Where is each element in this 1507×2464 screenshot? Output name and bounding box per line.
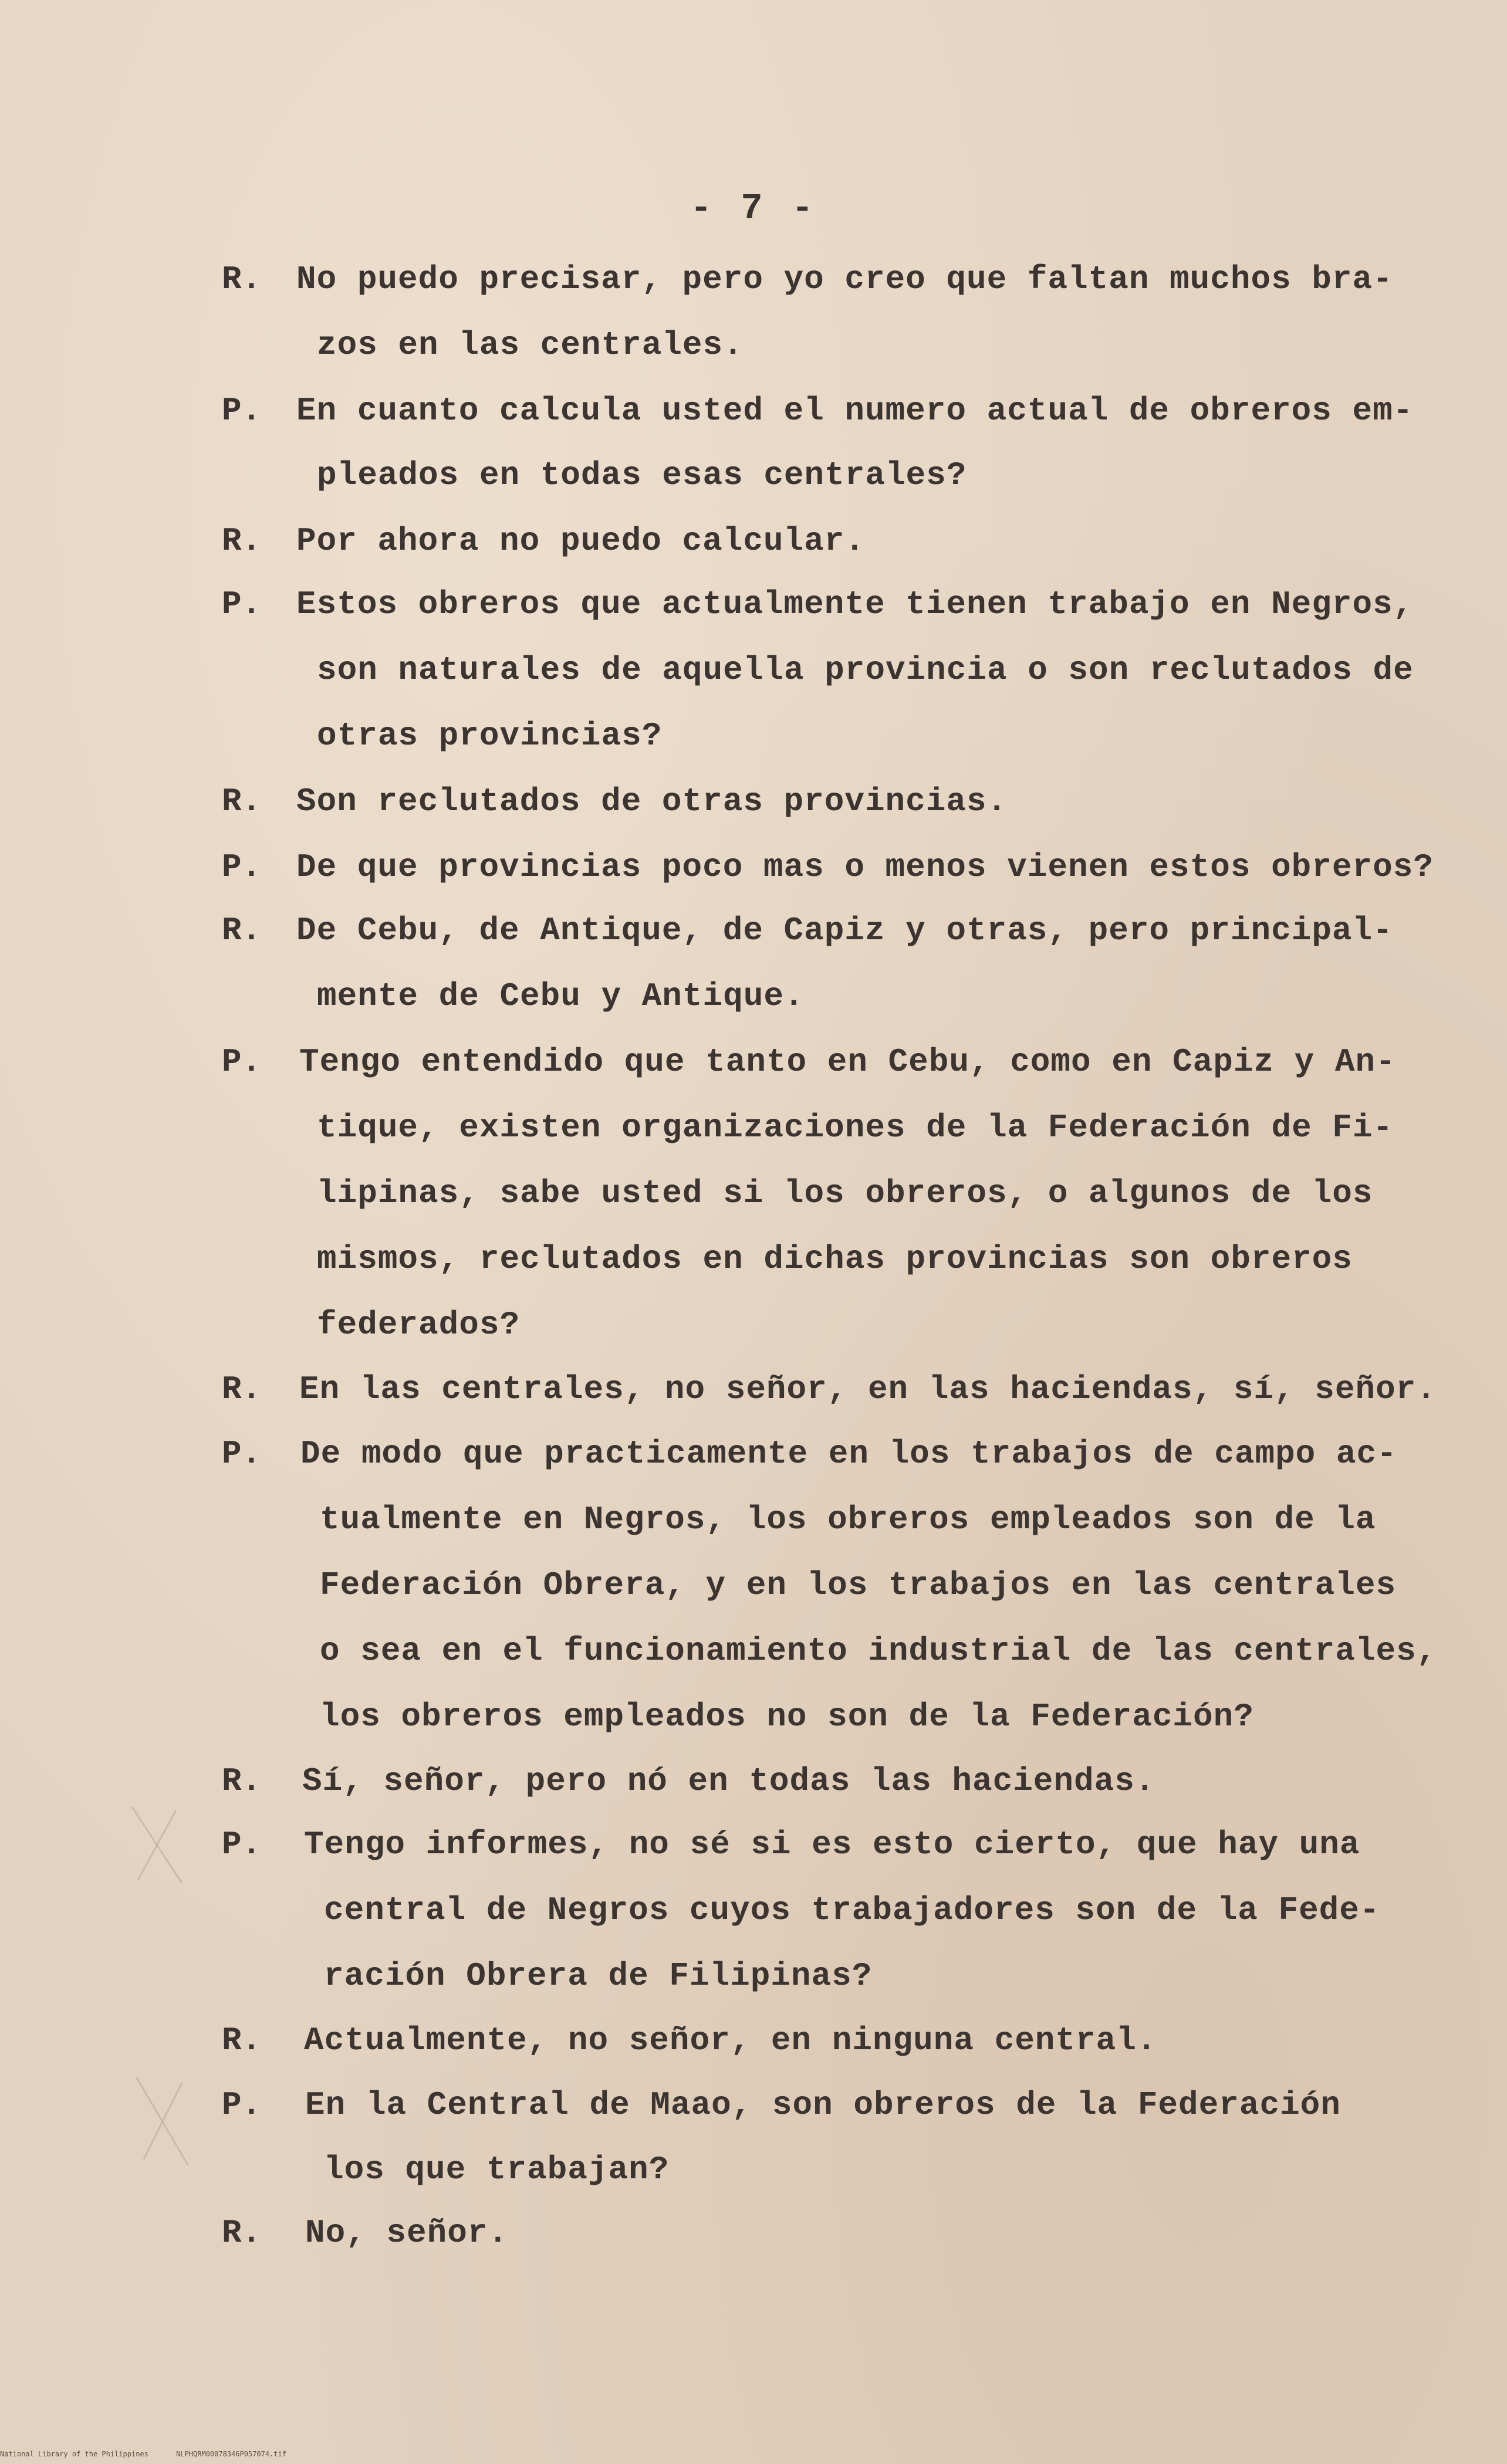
- answer-line: mente de Cebu y Antique.: [317, 977, 805, 1015]
- pencil-x-mark-icon: [126, 1801, 191, 1889]
- question-line: Estos obreros que actualmente tienen trabajo en Negros,: [296, 585, 1414, 623]
- question-line: otras provincias?: [317, 717, 663, 754]
- question-line: los que trabajan?: [324, 2151, 670, 2188]
- speaker-label: P.: [222, 585, 262, 623]
- question-line: son naturales de aquella provincia o son reclutados de: [317, 651, 1414, 689]
- scan-footer: [0, 2450, 310, 2458]
- answer-line: No puedo precisar, pero yo creo que faltan muchos bra-: [296, 260, 1393, 298]
- answer-line: Son reclutados de otras provincias.: [296, 783, 1008, 820]
- question-line: o sea en el funcionamiento industrial de las centrales,: [320, 1632, 1437, 1670]
- question-line: los obreros empleados no son de la Federación?: [320, 1698, 1254, 1735]
- answer-line: De Cebu, de Antique, de Capiz y otras, pero principal-: [296, 912, 1393, 949]
- answer-line: No, señor.: [305, 2214, 509, 2252]
- question-line: De que provincias poco mas o menos vienen estos obreros?: [296, 848, 1434, 886]
- speaker-label: P.: [222, 1435, 262, 1473]
- speaker-label: R.: [222, 1370, 262, 1408]
- speaker-label: R.: [222, 912, 262, 949]
- speaker-label: R.: [222, 522, 262, 560]
- footer-file: NLPHQRM00078346P057074.tif: [176, 2450, 286, 2458]
- speaker-label: P.: [222, 392, 262, 429]
- question-line: lipinas, sabe usted si los obreros, o algunos de los: [317, 1175, 1373, 1212]
- speaker-label: R.: [222, 783, 262, 820]
- question-line: mismos, reclutados en dichas provincias son obreros: [317, 1240, 1353, 1278]
- speaker-label: R.: [222, 260, 262, 298]
- question-line: Tengo entendido que tanto en Cebu, como en Capiz y An-: [299, 1043, 1396, 1081]
- speaker-label: P.: [222, 2086, 262, 2124]
- speaker-label: R.: [222, 2022, 262, 2059]
- question-line: En la Central de Maao, son obreros de la Federación: [305, 2086, 1341, 2124]
- question-line: federados?: [317, 1306, 521, 1343]
- speaker-label: P.: [222, 1043, 262, 1081]
- speaker-label: P.: [222, 848, 262, 886]
- question-line: ración Obrera de Filipinas?: [324, 1957, 873, 1995]
- answer-line: Sí, señor, pero nó en todas las haciendas.: [302, 1762, 1155, 1800]
- question-line: pleados en todas esas centrales?: [317, 456, 967, 494]
- answer-line: Por ahora no puedo calcular.: [296, 522, 865, 560]
- question-line: tique, existen organizaciones de la Federación de Fi-: [317, 1109, 1394, 1146]
- question-line: En cuanto calcula usted el numero actual de obreros em-: [296, 392, 1414, 429]
- question-line: De modo que practicamente en los trabajos de campo ac-: [300, 1435, 1397, 1473]
- question-line: Federación Obrera, y en los trabajos en las centrales: [320, 1566, 1397, 1604]
- question-line: central de Negros cuyos trabajadores son de la Fede-: [324, 1891, 1380, 1929]
- answer-line: zos en las centrales.: [317, 326, 744, 364]
- speaker-label: R.: [222, 2214, 262, 2252]
- answer-line: Actualmente, no señor, en ninguna central.: [304, 2022, 1157, 2059]
- question-line: tualmente en Negros, los obreros empleados son de la: [320, 1501, 1376, 1538]
- question-line: Tengo informes, no sé si es esto cierto, que hay una: [304, 1826, 1360, 1863]
- speaker-label: P.: [222, 1826, 262, 1863]
- footer-library: National Library of the Philippines: [0, 2450, 148, 2458]
- page-number: - 7 -: [690, 188, 817, 229]
- answer-line: En las centrales, no señor, en las haciendas, sí, señor.: [299, 1370, 1437, 1408]
- pencil-x-mark-icon: [129, 2071, 194, 2171]
- speaker-label: R.: [222, 1762, 262, 1800]
